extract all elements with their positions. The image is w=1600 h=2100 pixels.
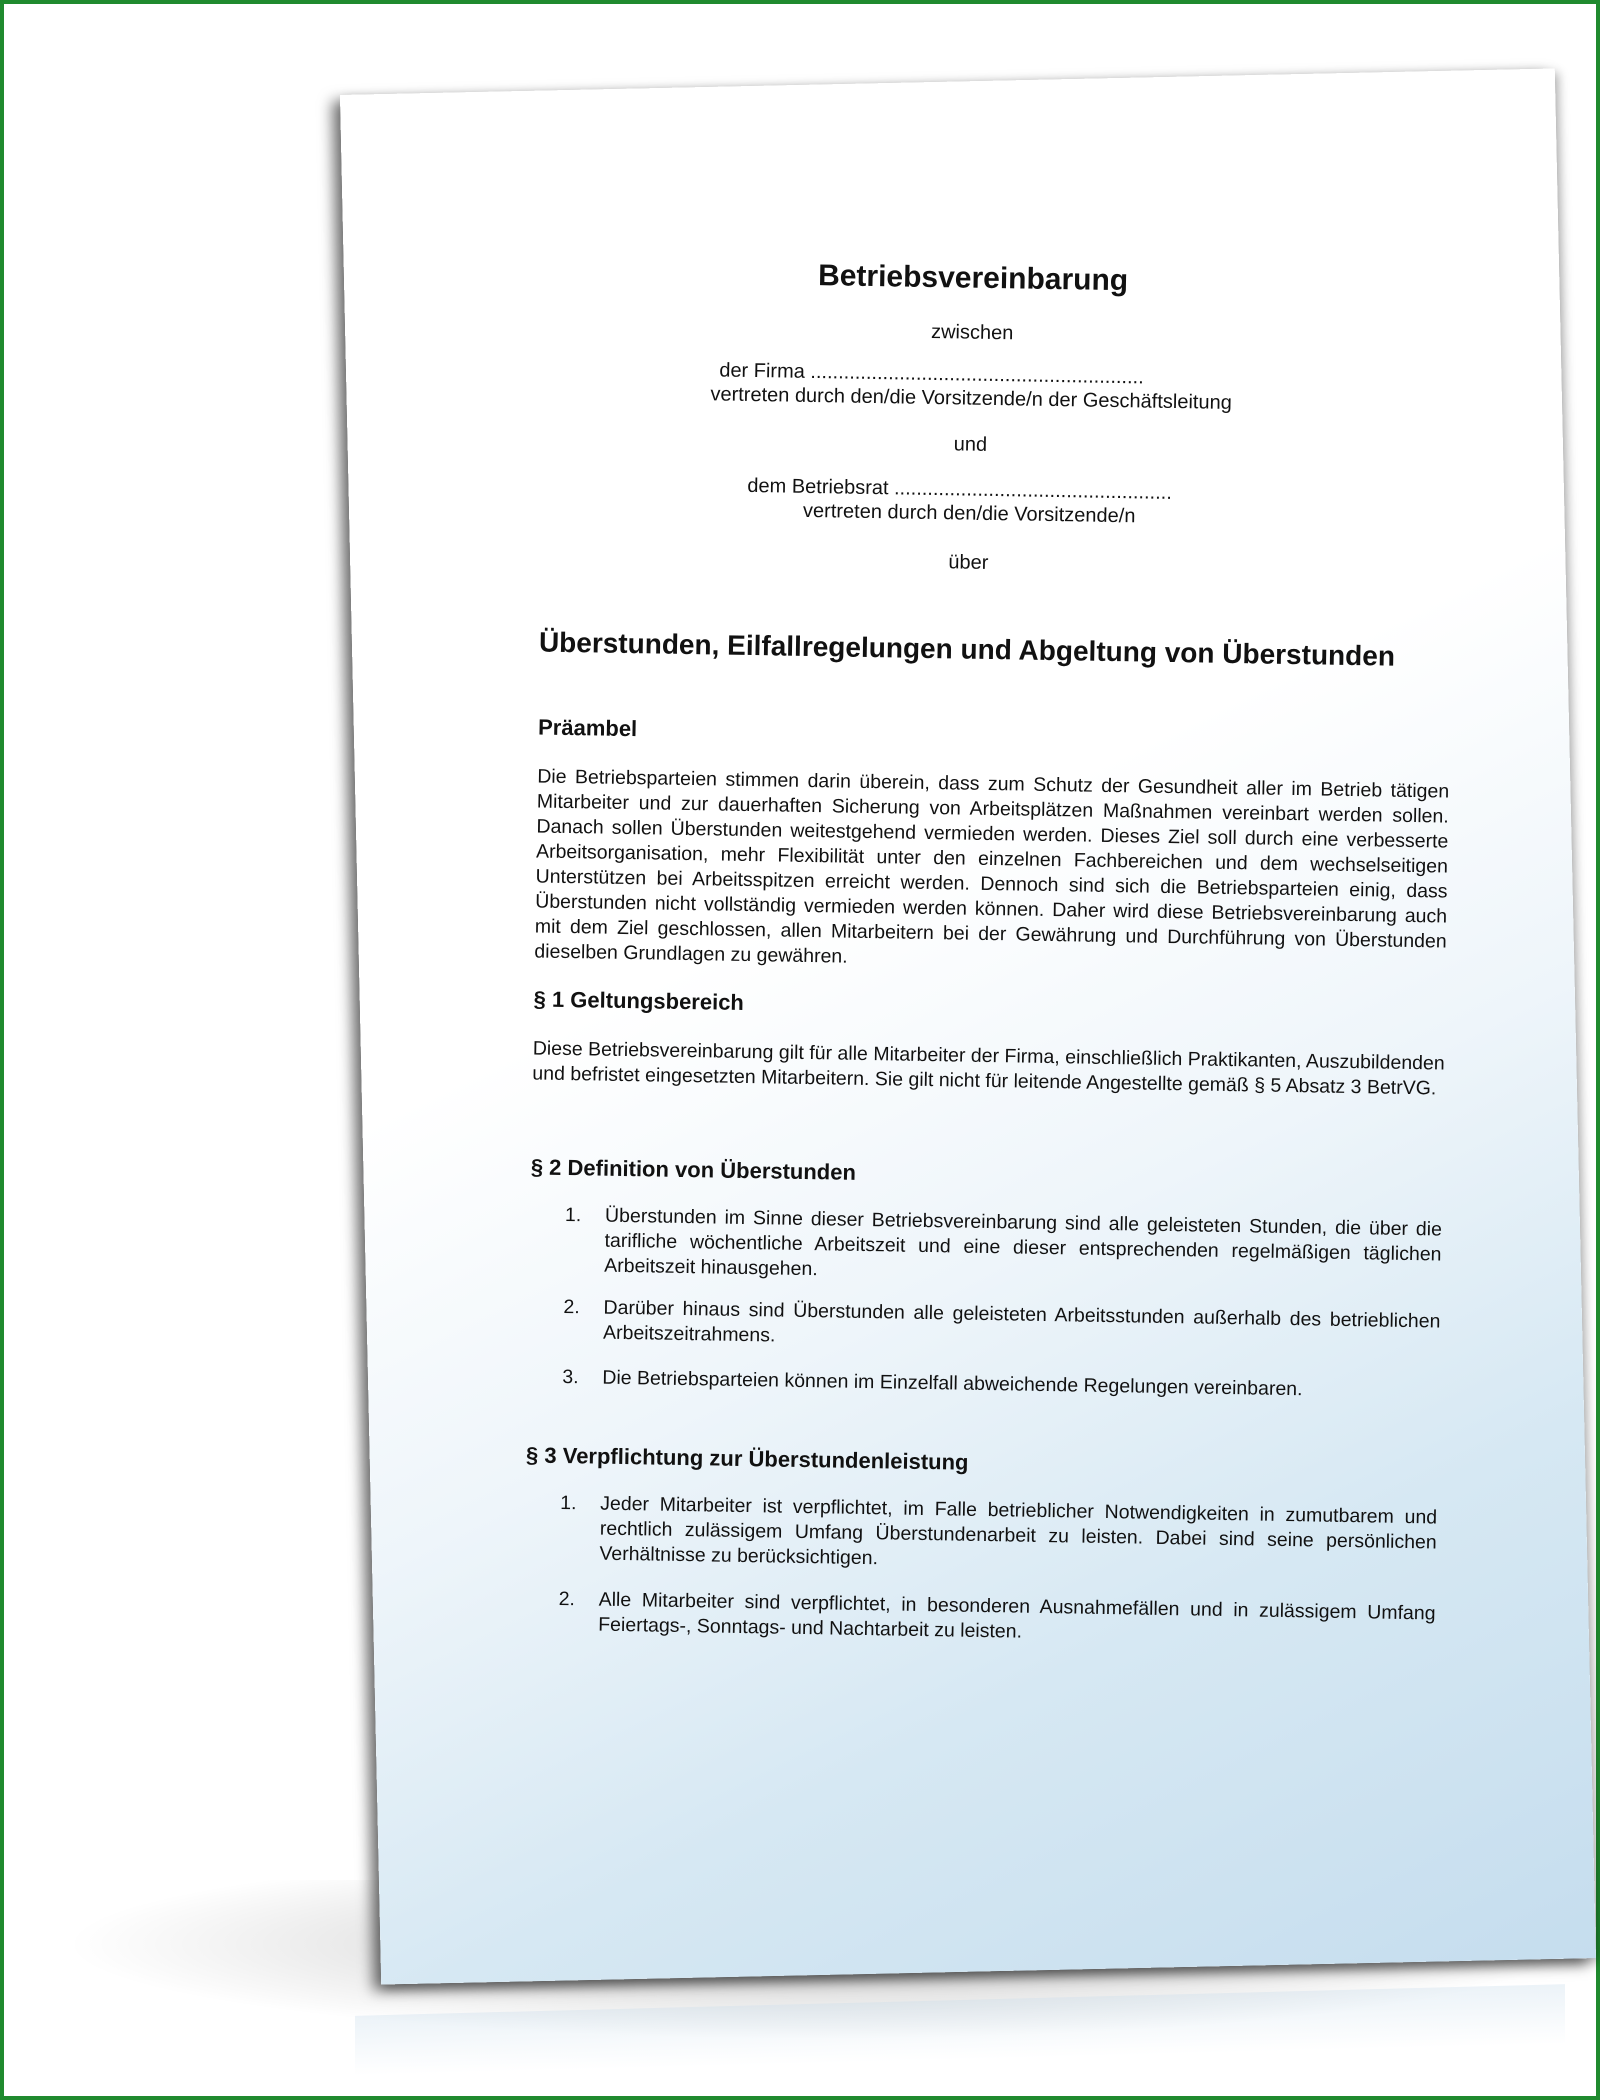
list-text: Alle Mitarbeiter sind verpflichtet, in besonderen Ausnahmefällen und in zulässigem Umfang Feiertags-, Sonntags- und Nachtarbeit zu leisten. (598, 1588, 1436, 1643)
list-number: 1. (560, 1491, 577, 1515)
section3-item-1 (560, 1491, 1438, 1570)
party2-line: dem Betriebsrat .................................................. (747, 474, 1173, 504)
between-label: zwischen (930, 320, 1014, 345)
section2-item-2 (563, 1295, 1441, 1347)
about-label: über (948, 551, 989, 574)
list-text: Darüber hinaus sind Überstunden alle geleisteten Arbeitsstunden außerhalb des betrieblichen Arbeitszeitrahmens. (602, 1296, 1441, 1347)
section2-item-3 (562, 1365, 1440, 1401)
list-text: Überstunden im Sinne dieser Betriebsvereinbarung sind alle geleisteten Stunden, die über die tarifliche wöchentliche Arbeitszeit und eine dieser entsprechenden regelmäßigen täglichen Arbeitszeit hinausgehen. (604, 1204, 1443, 1281)
section1-heading: § 1 Geltungsbereich (533, 986, 745, 1015)
party1-line: der Firma ............................................................ (719, 359, 1144, 389)
list-number: 2. (558, 1587, 576, 1611)
list-number: 1. (564, 1204, 582, 1227)
section2-heading: § 2 Definition von Überstunden (530, 1154, 857, 1185)
and-label: und (953, 433, 988, 456)
section3-item-2 (558, 1587, 1436, 1643)
list-number: 3. (562, 1365, 579, 1389)
agreement-subject: Überstunden, Eilfallregelungen und Abgeltung von Überstunden (538, 626, 1396, 672)
section3-heading: § 3 Verpflichtung zur Überstundenleistung (525, 1442, 969, 1475)
document-content (338, 72, 1584, 1982)
list-number: 2. (563, 1295, 580, 1319)
preamble-text: Die Betriebsparteien stimmen darin überein, dass zum Schutz der Gesundheit aller im Betrieb tätigen Mitarbeiter und zur dauerhaften Sicherung von Arbeitsplätzen Maßnahmen vereinbart werden sollen. Danach sollen Überstunden weitestgehend vermieden werden. Dieses Ziel soll durch eine verbesserte Arbeitsorganisation, mehr Flexibilität unter den einzelnen Fachbereichen und dem wechselseitigen Unterstützen bei Arbeitsspitzen erreicht werden. Dennoch sind sich die Betriebsparteien einig, dass Überstunden nicht vollständig vermieden werden können. Daher wird diese Betriebsvereinbarung auch mit dem Ziel geschlossen, allen Mitarbeitern bei der Gewährung und Durchführung von Überstunden dieselben Grundlagen zu gewähren. (534, 765, 1450, 968)
list-text: Jeder Mitarbeiter ist verpflichtet, im Falle betrieblicher Notwendigkeiten in zumutbarem und rechtlich zulässigem Umfang Überstundenarbeit zu leisten. Dabei sind seine persönlichen Verhältnisse zu berücksichtigen. (599, 1492, 1438, 1570)
preamble-heading: Präambel (537, 714, 638, 742)
list-text: Die Betriebsparteien können im Einzelfall abweichende Regelungen vereinbaren. (602, 1366, 1303, 1401)
section1-text: Diese Betriebsvereinbarung gilt für alle Mitarbeiter der Firma, einschließlich Praktikanten, Auszubildenden und befristet eingesetzten Mitarbeitern. Sie gilt nicht für leitende Angestellte gemäß § 5 Absatz 3 BetrVG. (532, 1037, 1445, 1100)
section2-item-1 (564, 1203, 1443, 1281)
party1-representation: vertreten durch den/die Vorsitzende/n der Geschäftsleitung (710, 383, 1232, 414)
document-title: Betriebsvereinbarung (817, 259, 1129, 298)
party2-representation: vertreten durch den/die Vorsitzende/n (802, 499, 1136, 528)
document-page (340, 68, 1596, 1984)
